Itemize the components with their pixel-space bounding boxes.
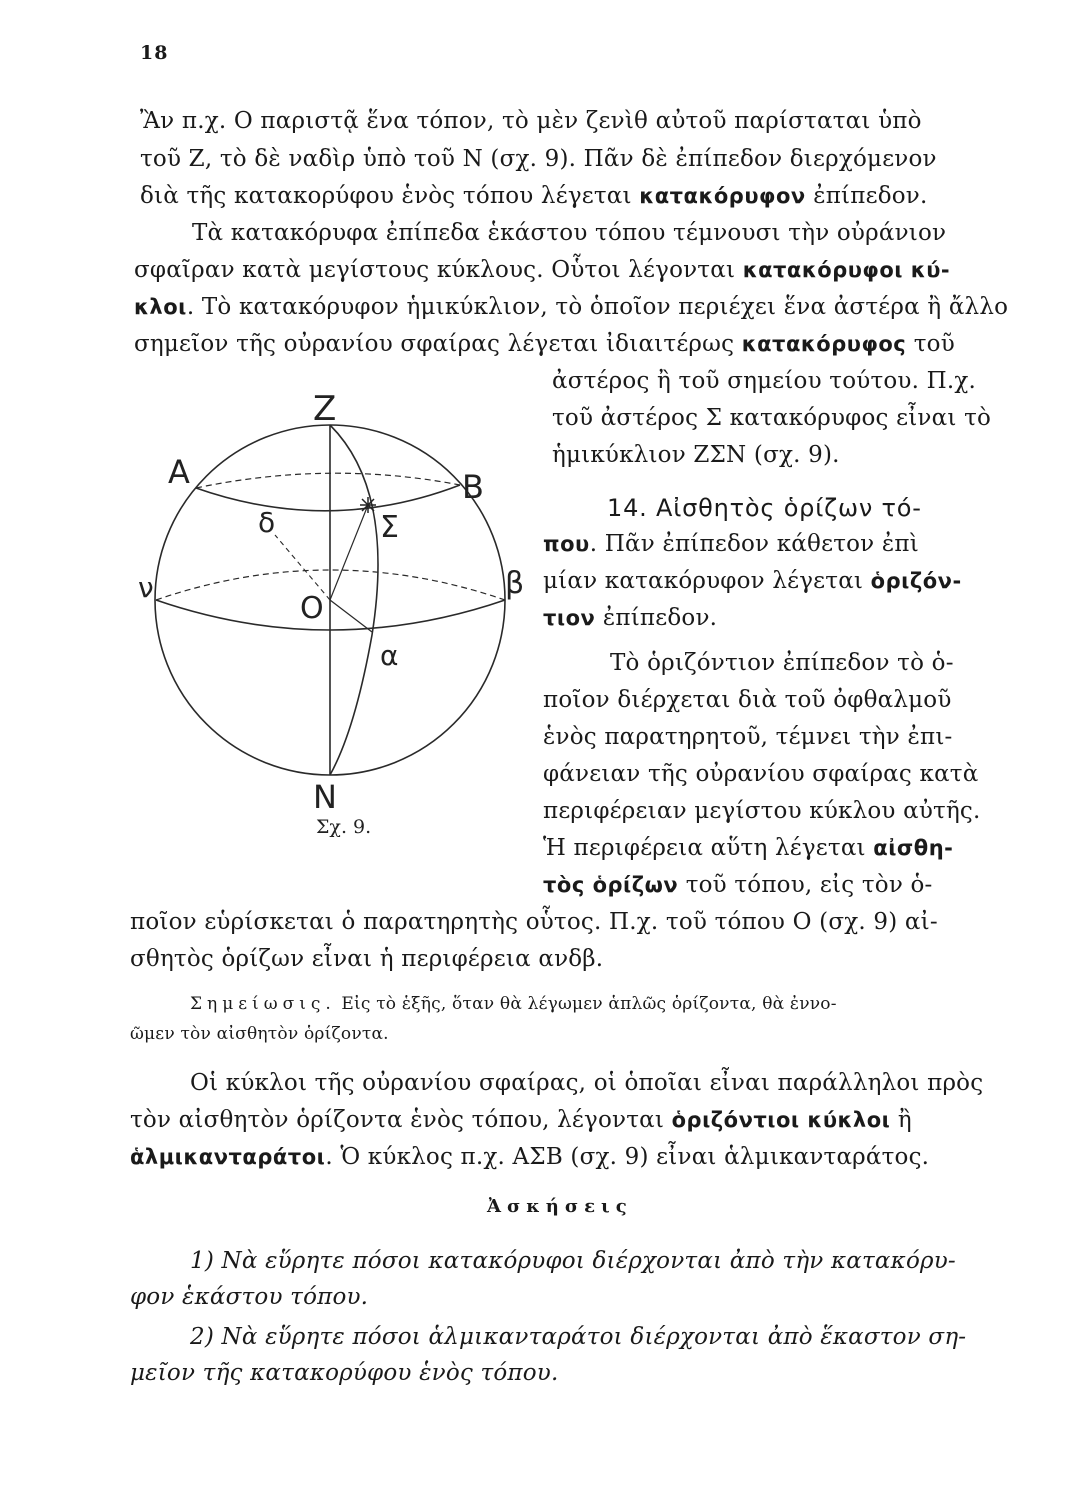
section-14-line3: μίαν κατακόρυφον λέγεται ὁριζόν- (543, 568, 962, 594)
vertical-circle-star (330, 425, 378, 775)
note-line2: ῶμεν τὸν αἰσθητὸν ὁρίζοντα. (130, 1024, 389, 1044)
para2-line4: σημεῖον τῆς οὐρανίου σφαίρας λέγεται ἰδιαιτέρως κατακόρυφος τοῦ (134, 331, 955, 357)
page-number: 18 (140, 42, 169, 64)
para3-line7: τὸς ὁρίζων τοῦ τόπου, εἰς τὸν ὁ- (543, 872, 933, 898)
line-O-sigma (330, 505, 368, 600)
label-alpha: α (380, 639, 399, 672)
label-nu: ν (138, 571, 154, 604)
para2-line5: ἀστέρος ἢ τοῦ σημείου τούτου. Π.χ. (552, 368, 977, 394)
almucantar-back (196, 473, 460, 488)
note-line1: Σημείωσις. Εἰς τὸ ἑξῆς, ὅταν θὰ λέγωμεν ἁπλῶς ὁρίζοντα, θὰ ἐννο- (190, 994, 837, 1014)
exercise-2-line1: 2) Νὰ εὕρητε πόσοι ἁλμικανταράτοι διέρχονται ἀπὸ ἕκαστον ση- (190, 1324, 967, 1350)
para4-line2: τὸν αἰσθητὸν ὁρίζοντα ἑνὸς τόπου, λέγονται ὁριζόντιοι κύκλοι ἢ (130, 1107, 912, 1133)
label-O: O (300, 591, 324, 626)
label-N: N (313, 778, 337, 816)
label-B: B (462, 468, 484, 506)
para2-line1: Τὰ κατακόρυφα ἐπίπεδα ἑκάστου τόπου τέμνουσι τὴν οὐράνιον (192, 220, 947, 246)
section-14-title: 14. Αἰσθητὸς ὁρίζων τό- (607, 494, 922, 522)
para3-line2: ποῖον διέρχεται διὰ τοῦ ὀφθαλμοῦ (543, 687, 952, 713)
label-Z: Z (313, 389, 337, 429)
exercises-title: Ἀσκήσεις (487, 1196, 633, 1217)
para1-line2: τοῦ Ζ, τὸ δὲ ναδὶρ ὑπὸ τοῦ Ν (σχ. 9). Πᾶν δὲ ἐπίπεδον διερχόμενον (140, 146, 937, 172)
note-label: Σημείωσις. (190, 994, 336, 1014)
para2-line3: κλοι. Τὸ κατακόρυφον ἡμικύκλιον, τὸ ὁποῖον περιέχει ἕνα ἀστέρα ἢ ἄλλο (134, 294, 1009, 320)
label-beta: β (505, 566, 525, 601)
section-14-line4: τιον ἐπίπεδον. (543, 605, 718, 631)
para3-line5: περιφέρειαν μεγίστου κύκλου αὐτῆς. (543, 798, 981, 824)
almucantar-front (196, 485, 460, 511)
para3-line9: σθητὸς ὁρίζων εἶναι ἡ περιφέρεια ανδβ. (130, 946, 604, 972)
para1-line1: Ἂν π.χ. Ο παριστᾷ ἕνα τόπον, τὸ μὲν ζενὶθ αὐτοῦ παρίσταται ὑπὸ (140, 108, 922, 134)
star-sigma (360, 497, 376, 513)
label-delta: δ (258, 506, 276, 539)
para3-line8: ποῖον εὑρίσκεται ὁ παρατηρητὴς οὗτος. Π.χ. τοῦ τόπου Ο (σχ. 9) αἰ- (130, 909, 938, 935)
exercise-2-line2: μεῖον τῆς κατακορύφου ἑνὸς τόπου. (130, 1360, 559, 1386)
para2-line2: σφαῖραν κατὰ μεγίστους κύκλους. Οὗτοι λέγονται κατακόρυφοι κύ- (134, 257, 951, 283)
para4-line3: ἁλμικανταράτοι. Ὁ κύκλος π.χ. ΑΣΒ (σχ. 9) εἶναι ἁλμικανταράτος. (130, 1144, 930, 1170)
para3-line3: ἑνὸς παρατηρητοῦ, τέμνει τὴν ἐπι- (543, 724, 953, 750)
exercise-1-line2: φον ἑκάστου τόπου. (130, 1284, 369, 1310)
section-14-line2: που. Πᾶν ἐπίπεδον κάθετον ἐπὶ (543, 531, 919, 557)
para3-line6: Ἡ περιφέρεια αὕτη λέγεται αἰσθη- (543, 835, 954, 861)
para2-line6: τοῦ ἀστέρος Σ κατακόρυφος εἶναι τὸ (552, 405, 992, 431)
para2-line7: ἡμικύκλιον ΖΣΝ (σχ. 9). (552, 442, 840, 468)
exercise-1-line1: 1) Νὰ εὕρητε πόσοι κατακόρυφοι διέρχονται ἀπὸ τὴν κατακόρυ- (190, 1248, 956, 1274)
term-kathetos: κατακόρυφον (639, 184, 806, 208)
label-sigma: Σ (380, 510, 399, 545)
para4-line1: Οἱ κύκλοι τῆς οὐρανίου σφαίρας, οἱ ὁποῖαι εἶναι παράλληλοι πρὸς (190, 1070, 984, 1096)
para3-line4: φάνειαν τῆς οὐρανίου σφαίρας κατὰ (543, 761, 979, 787)
label-A: A (168, 453, 190, 491)
figure-caption: Σχ. 9. (316, 816, 372, 838)
para3-line1: Τὸ ὁριζόντιον ἐπίπεδον τὸ ὁ- (610, 650, 954, 676)
line-O-alpha (330, 600, 372, 632)
para1-line3: διὰ τῆς κατακορύφου ἑνὸς τόπου λέγεται κατακόρυφον ἐπίπεδον. (140, 183, 928, 209)
